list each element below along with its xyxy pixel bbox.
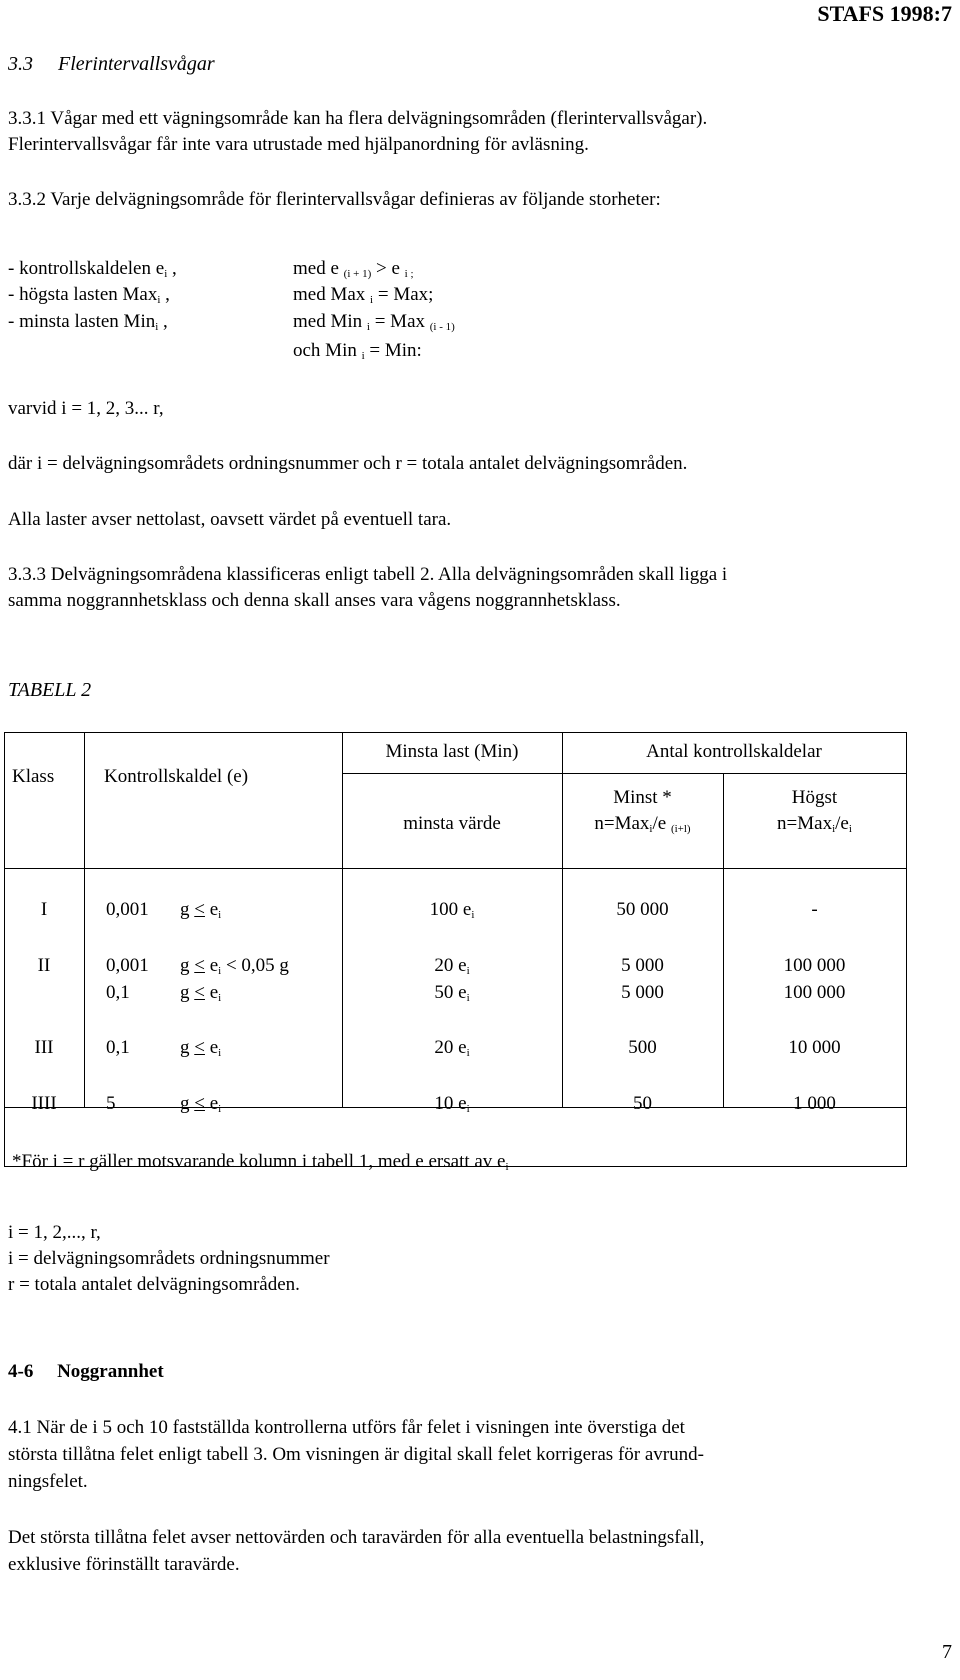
footnote-sub: i	[505, 1161, 509, 1173]
cell-minst: 50	[633, 1093, 652, 1114]
definition-term: - kontrollskaldelen $e_i$ ,	[8, 258, 177, 280]
section-46-number: 4-6	[8, 1361, 34, 1382]
cell-klass: III	[34, 1037, 54, 1058]
cell-minsta-varde: 20 $e_i$	[434, 955, 470, 977]
header-minst: Minst *	[613, 787, 672, 808]
cell-minsta-varde: 50 $e_i$	[434, 982, 470, 1004]
cell-hogst: 10 000	[788, 1037, 841, 1058]
minst-formula-text: n=Max	[594, 813, 650, 834]
paragraph-333-line1: 3.3.3 Delvägningsområdena klassificeras enligt tabell 2. Alla delvägningsområden skall ligga i	[8, 564, 728, 585]
cell-minst: 50 000	[616, 899, 669, 920]
cell-minsta-varde: 10 $e_i$	[434, 1093, 470, 1115]
header-minsta-last: Minsta last (Min)	[385, 741, 519, 762]
table-footnote	[12, 1150, 509, 1174]
definition-condition: med e $_{(i + 1)}$ > e $_{i ;}$	[293, 258, 414, 280]
cell-kontroll-condition: $g < e_i$	[180, 1093, 222, 1115]
cell-klass: I	[40, 899, 48, 920]
cell-kontroll-condition: $g < e_i < 0,05$ g	[180, 955, 289, 977]
minst-formula-sub2: (i+l)	[670, 823, 691, 835]
paragraph-332: 3.3.2 Varje delvägningsområde för flerintervallsvågar definieras av följande storheter:	[8, 189, 661, 210]
cell-minst: 500	[628, 1037, 657, 1058]
note-line-2: i = delvägningsområdets ordningsnummer	[8, 1248, 330, 1269]
paragraph-41-line2: största tillåtna felet enligt tabell 3. Om visningen är digital skall felet korrigeras för avrund-	[8, 1444, 704, 1465]
section-title	[8, 52, 215, 77]
alla-text: Alla laster avser nettolast, oavsett värdet på eventuell tara.	[8, 509, 452, 530]
note-line-1: i = 1, 2,..., r,	[8, 1222, 101, 1243]
paragraph-41-line1: 4.1 När de i 5 och 10 fastställda kontrollerna utförs får felet i visningen inte överstiga det	[8, 1417, 685, 1438]
hogst-formula-sub2: i	[848, 823, 852, 835]
definition-condition: och Min $_i$ = Min:	[293, 340, 422, 362]
definition-condition: med Min $_i$ = Max $_{(i - 1)}$	[293, 311, 455, 333]
section-46-title: Noggrannhet	[57, 1361, 164, 1382]
header-minsta-varde: minsta värde	[403, 813, 501, 834]
minst-formula-mid: /e	[652, 813, 667, 834]
minst-formula-sub1: i	[649, 823, 653, 835]
section-46-heading	[8, 1360, 164, 1384]
document-header: STAFS 1998:7	[817, 1, 952, 26]
cell-kontroll-condition: $g < e_i$	[180, 899, 222, 921]
varvid-text: varvid i = 1, 2, 3... r,	[8, 398, 164, 419]
paragraph-41-line3: ningsfelet.	[8, 1471, 88, 1492]
cell-kontroll-value: 0,001	[106, 899, 149, 920]
header-minst-formula	[562, 812, 723, 836]
dar-text: där i = delvägningsområdets ordningsnummer och r = totala antalet delvägningsområden.	[8, 453, 688, 474]
section-name: Flerintervallsvågar	[58, 53, 215, 75]
page-number: 7	[942, 1641, 952, 1663]
paragraph-333-line2: samma noggrannhetsklass och denna skall anses vara vågens noggrannhetsklass.	[8, 590, 621, 611]
header-kontrollskaldel: Kontrollskaldel (e)	[104, 766, 249, 787]
cell-kontroll-value: 5	[106, 1093, 116, 1114]
hogst-formula-mid: /e	[835, 813, 849, 834]
cell-kontroll-value: 0,001	[106, 955, 149, 976]
cell-kontroll-value: 0,1	[106, 1037, 130, 1058]
cell-hogst: -	[811, 899, 818, 920]
header-hogst: Högst	[791, 787, 838, 808]
cell-minsta-varde: 20 $e_i$	[434, 1037, 470, 1059]
cell-minsta-varde: 100 $e_i$	[429, 899, 475, 921]
paragraph-331-line1: 3.3.1 Vågar med ett vägningsområde kan ha flera delvägningsområden (flerintervallsvågar).	[8, 108, 708, 129]
footnote-text: *För i = r gäller motsvarande kolumn i tabell 1, med e ersatt av e	[12, 1151, 506, 1172]
hogst-formula-text: n=Max	[777, 813, 833, 834]
cell-klass: II	[37, 955, 51, 976]
section-number: 3.3	[8, 53, 33, 75]
header-hogst-formula	[723, 812, 906, 836]
definition-term: - högsta lasten Max$_i$ ,	[8, 284, 170, 306]
cell-kontroll-value: 0,1	[106, 982, 130, 1003]
cell-hogst: 100 000	[783, 982, 846, 1003]
cell-kontroll-condition: $g < e_i$	[180, 982, 222, 1004]
definition-term: - minsta lasten Min$_i$ ,	[8, 311, 168, 333]
hogst-formula-sub1: i	[832, 823, 836, 835]
table-caption: TABELL 2	[8, 679, 92, 701]
cell-klass: IIII	[31, 1093, 57, 1114]
paragraph-331-line2: Flerintervallsvågar får inte vara utrustade med hjälpanordning för avläsning.	[8, 134, 589, 155]
det-line1: Det största tillåtna felet avser nettovärden och taravärden för alla eventuella belastningsfall,	[8, 1527, 705, 1548]
cell-hogst: 1 000	[793, 1093, 836, 1114]
cell-minst: 5 000	[621, 982, 664, 1003]
cell-hogst: 100 000	[783, 955, 846, 976]
note-line-3: r = totala antalet delvägningsområden.	[8, 1274, 300, 1295]
definition-condition: med Max $_i$ = Max;	[293, 284, 434, 306]
header-antal: Antal kontrollskaldelar	[646, 741, 822, 762]
det-line2: exklusive förinställt taravärde.	[8, 1554, 240, 1575]
cell-kontroll-condition: $g < e_i$	[180, 1037, 222, 1059]
cell-minst: 5 000	[621, 955, 664, 976]
header-klass: Klass	[12, 766, 55, 787]
